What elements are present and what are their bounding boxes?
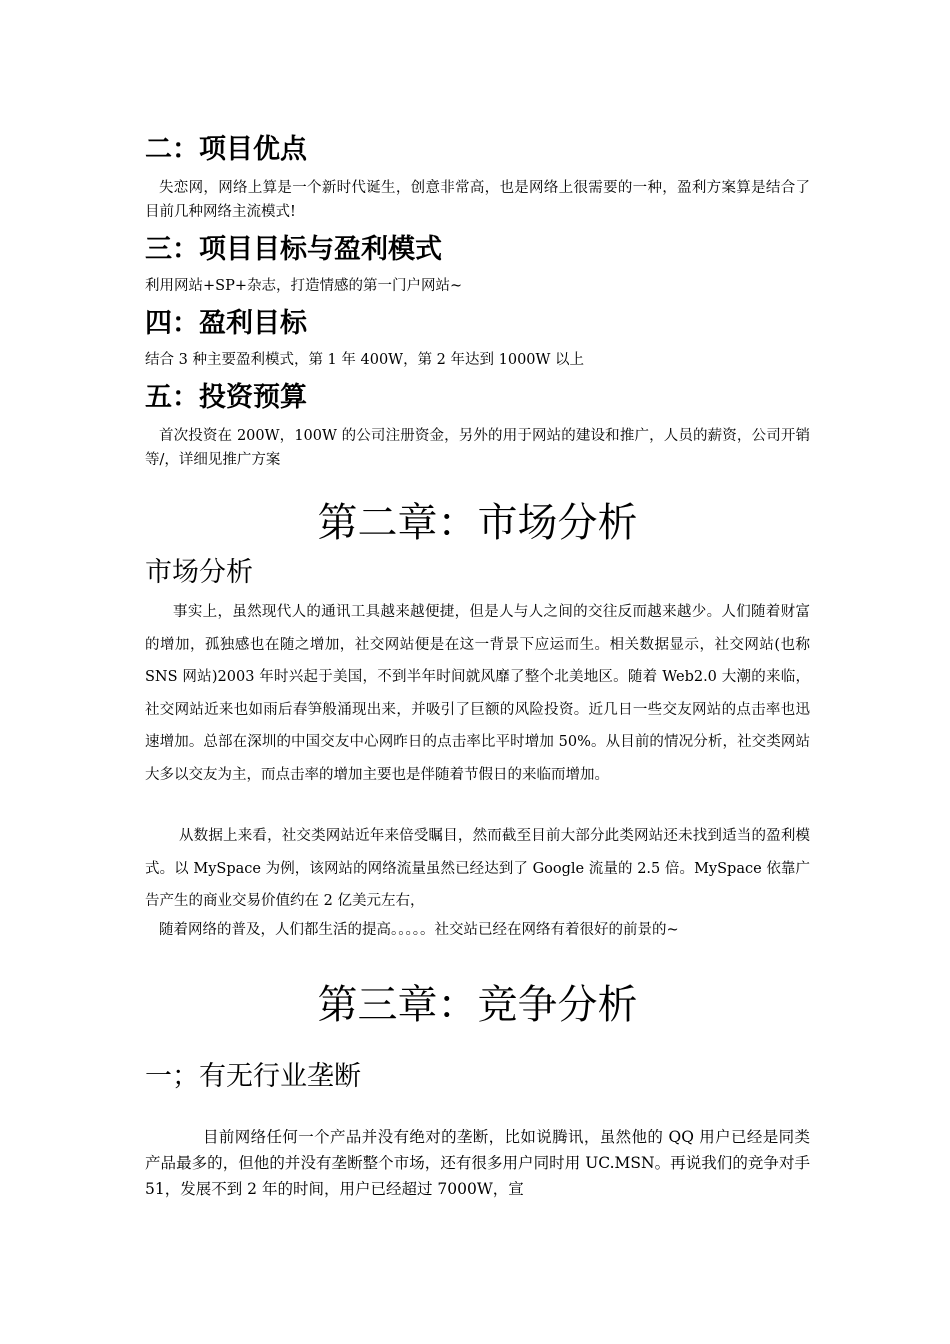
market-paragraph-1: 事实上，虽然现代人的通讯工具越来越便捷，但是人与人之间的交往反而越来越少。人们随着财富的增加，孤独感也在随之增加，社交网站便是在这一背景下应运而生。相关数据显示，社交网站(也称 SNS 网站)2003 年时兴起于美国，不到半年时间就风靡了整个北美地区。随着 Web2.0 大潮的来临，社交网站近来也如雨后春笋般涌现出来，并吸引了巨额的风险投资。近几日一些交友网站的点击率也迅速增加。总部在深圳的中国交友中心网昨日的点击率比平时增加 50%。从目前的情况分析，社交类网站大多以交友为主，而点击率的增加主要也是伴随着节假日的来临而增加。	[145, 604, 810, 783]
section-heading-advantages: 二：项目优点	[145, 134, 307, 165]
competition-paragraph-1: 目前网络任何一个产品并没有绝对的垄断，比如说腾讯，虽然他的 QQ 用户已经是同类产品最多的，但他的并没有垄断整个市场，还有很多用户同时用 UC.MSN。再说我们的竞争对手 51，发展不到 2 年的时间，用户已经超过 7000W，宣	[145, 1128, 810, 1198]
chapter-title-competition: 第三章：竞争分析	[317, 982, 638, 1028]
section-text-advantages: 失恋网，网络上算是一个新时代诞生，创意非常高，也是网络上很需要的一种，盈利方案算是结合了目前几种网络主流模式!	[145, 180, 810, 220]
market-paragraph-2: 从数据上来看，社交类网站近年来倍受瞩目，然而截至目前大部分此类网站还未找到适当的盈利模式。以 MySpace 为例，该网站的网络流量虽然已经达到了 Google 流量的 2.5 倍。MySpace 依靠广告产生的商业交易价值约在 2 亿美元左右，	[145, 828, 810, 909]
chapter-subtitle-competition: 一；有无行业垄断	[145, 1061, 361, 1092]
section-heading-budget: 五：投资预算	[145, 382, 307, 413]
section-text-budget: 首次投资在 200W，100W 的公司注册资金，另外的用于网站的建设和推广，人员的薪资，公司开销等/，详细见推广方案	[145, 428, 810, 468]
section-heading-profit: 四：盈利目标	[145, 308, 307, 339]
chapter-title-market: 第二章：市场分析	[317, 500, 638, 546]
document-page	[145, 0, 810, 1344]
section-text-goals: 利用网站+SP+杂志，打造情感的第一门户网站~	[145, 278, 463, 294]
market-paragraph-3: 随着网络的普及，人们都生活的提高。。。。。社交站已经在网络有着很好的前景的~	[159, 922, 679, 938]
section-text-profit: 结合 3 种主要盈利模式，第 1 年 400W，第 2 年达到 1000W 以上	[145, 352, 585, 368]
section-heading-goals: 三：项目目标与盈利模式	[145, 234, 442, 265]
chapter-subtitle-market: 市场分析	[145, 557, 253, 588]
